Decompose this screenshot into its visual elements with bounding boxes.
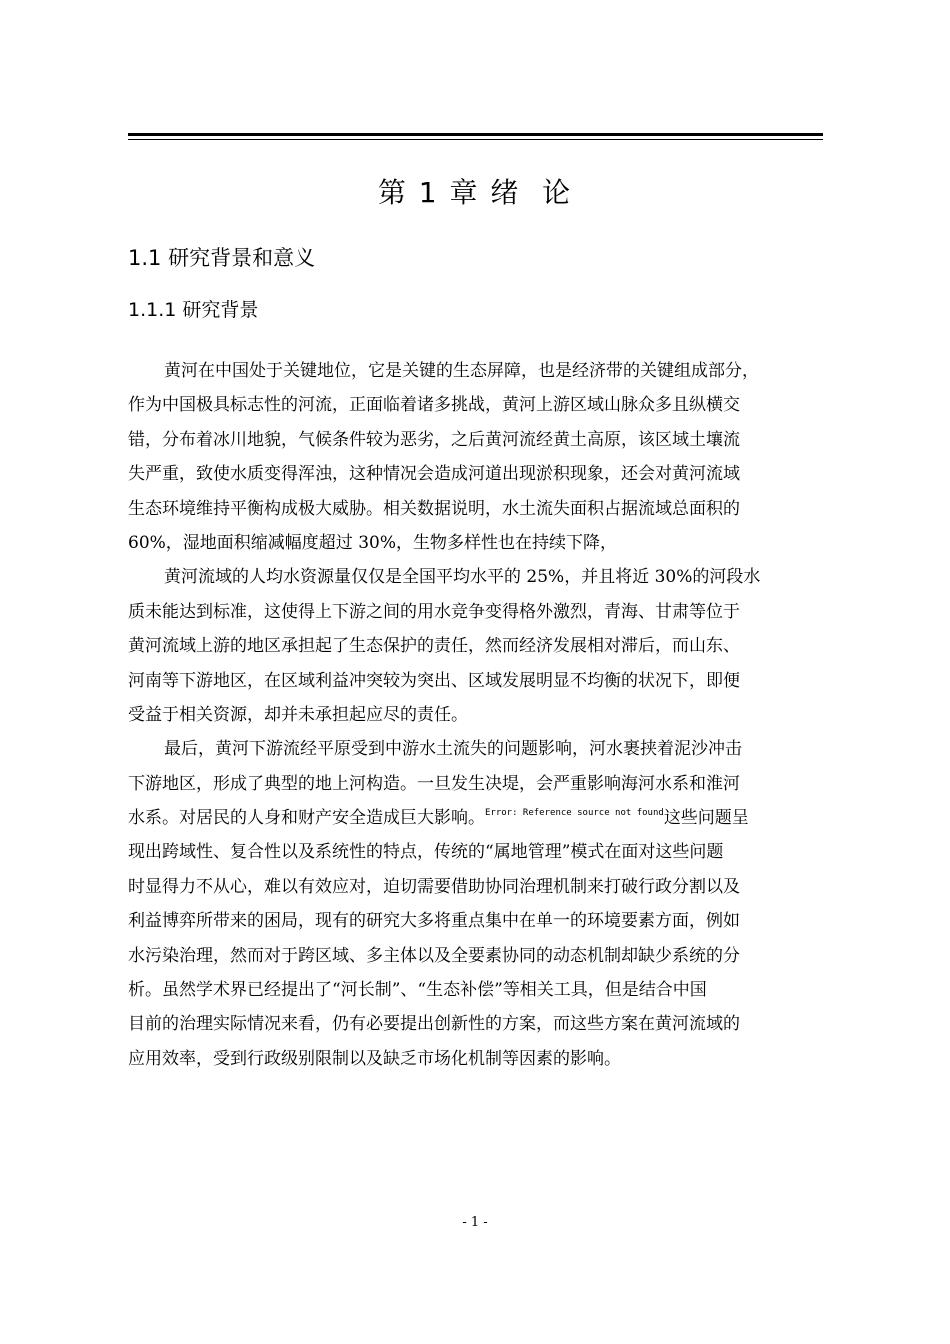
- text-fragment: 水系。对居民的人身和财产安全造成巨大影响。: [128, 808, 485, 829]
- reference-error-field: Error: Reference source not found: [485, 808, 664, 819]
- text-line: 失严重，致使水质变得浑浊，这种情况会造成河道出现淤积现象，还会对黄河流域: [128, 464, 740, 485]
- header-rule-thick: [128, 133, 823, 136]
- body-text: [128, 354, 823, 1076]
- section-heading: 1.1 研究背景和意义: [128, 246, 316, 270]
- header-rule-thin: [128, 139, 823, 140]
- text-line: 黄河流域上游的地区承担起了生态保护的责任，然而经济发展相对滞后，而山东、: [128, 636, 740, 657]
- text-line: 析。虽然学术界已经提出了“河长制”、“生态补偿”等相关工具，但是结合中国: [128, 980, 707, 1001]
- chapter-title: 第 1 章 绪 论: [377, 176, 573, 209]
- text-line: 现出跨域性、复合性以及系统性的特点，传统的“属地管理”模式在面对这些问题: [128, 842, 724, 863]
- text-fragment: 这些问题呈: [663, 808, 749, 829]
- text-line: 错，分布着冰川地貌，气候条件较为恶劣，之后黄河流经黄土高原，该区域土壤流: [128, 429, 740, 450]
- text-line: 目前的治理实际情况来看，仍有必要提出创新性的方案，而这些方案在黄河流域的: [128, 1014, 740, 1035]
- text-line: 生态环境维持平衡构成极大威胁。相关数据说明，水土流失面积占据流域总面积的: [128, 498, 740, 519]
- text-line: 时显得力不从心，难以有效应对，迫切需要借助协同治理机制来打破行政分割以及: [128, 876, 740, 897]
- text-line: 作为中国极具标志性的河流，正面临着诸多挑战，黄河上游区域山脉众多且纵横交: [128, 395, 740, 416]
- text-line: 利益博弈所带来的困局，现有的研究大多将重点集中在单一的环境要素方面，例如: [128, 911, 740, 932]
- paragraph: [128, 732, 823, 1076]
- text-line: 黄河在中国处于关键地位，它是关键的生态屏障，也是经济带的关键组成部分，: [164, 361, 759, 381]
- page-number: - 1 -: [462, 1215, 488, 1230]
- paragraph: [128, 560, 823, 732]
- subsection-heading: 1.1.1 研究背景: [128, 299, 259, 321]
- text-line: 黄河流域的人均水资源量仅仅是全国平均水平的 25%，并且将近 30%的河段水: [164, 567, 761, 588]
- text-line: 下游地区，形成了典型的地上河构造。一旦发生决堤，会严重影响海河水系和淮河: [128, 773, 740, 794]
- text-line: [128, 801, 823, 835]
- text-line: 60%，湿地面积缩减幅度超过 30%，生物多样性也在持续下降，: [128, 532, 617, 553]
- text-line: 最后，黄河下游流经平原受到中游水土流失的问题影响，河水裹挟着泥沙冲击: [164, 739, 742, 760]
- text-line: 质未能达到标准，这使得上下游之间的用水竞争变得格外激烈，青海、甘肃等位于: [128, 601, 740, 622]
- text-line: 受益于相关资源，却并未承担起应尽的责任。: [128, 704, 468, 725]
- text-line: 河南等下游地区，在区域利益冲突较为突出、区域发展明显不均衡的状况下，即便: [128, 670, 740, 691]
- paragraph: [128, 354, 823, 560]
- text-line: 水污染治理，然而对于跨区域、多主体以及全要素协同的动态机制却缺少系统的分: [128, 945, 740, 966]
- text-line: 应用效率，受到行政级别限制以及缺乏市场化机制等因素的影响。: [128, 1048, 621, 1069]
